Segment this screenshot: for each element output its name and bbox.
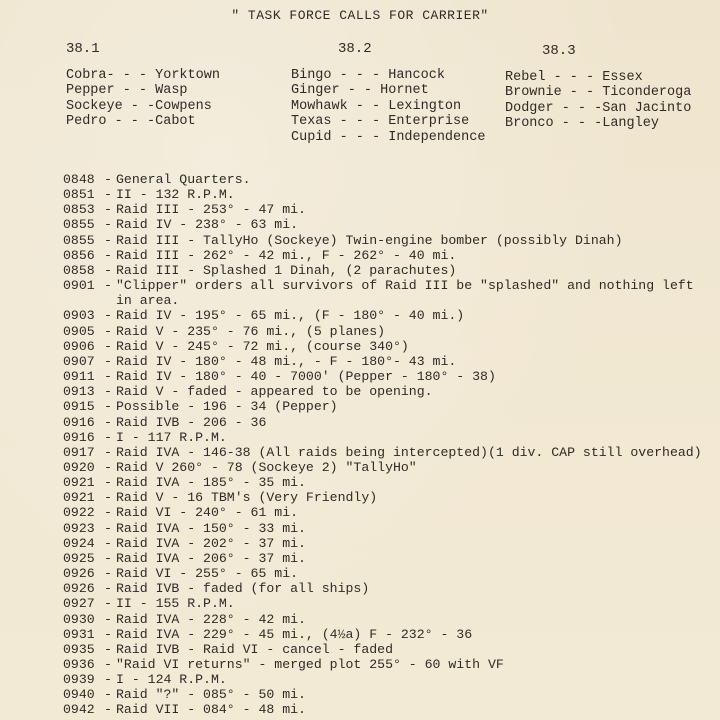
log-time: 0940: [63, 687, 95, 703]
log-entry: [63, 369, 713, 384]
log-dash: -: [104, 702, 112, 718]
log-time: 0927: [63, 596, 95, 612]
log-entry: [63, 521, 713, 536]
log-dash: -: [104, 672, 112, 688]
log-time: 0848: [63, 172, 95, 187]
log-entry: [63, 324, 713, 339]
log-dash: -: [104, 535, 112, 551]
log-text: "Raid VI returns" - merged plot 255° - 60 with VF: [116, 657, 504, 672]
log-time: 0907: [63, 353, 95, 369]
log-entry: [63, 702, 713, 717]
log-dash: -: [104, 611, 112, 627]
log-text: Raid VII - 084° - 48 mi.: [116, 702, 306, 718]
log-text: Raid III - Splashed 1 Dinah, (2 parachutes): [116, 262, 457, 278]
log-entry: [63, 248, 713, 263]
log-text: Raid V - faded - appeared to be opening.: [116, 384, 433, 400]
group-heading: 38.2: [338, 41, 372, 57]
log-dash: -: [104, 687, 112, 703]
group-heading: 38.3: [542, 43, 576, 59]
log-entry: [63, 581, 713, 596]
log-dash: -: [104, 353, 112, 369]
log-text: Raid VI - 255° - 65 mi.: [116, 566, 299, 582]
log-dash: -: [104, 641, 112, 657]
page-title: " TASK FORCE CALLS FOR CARRIER": [231, 8, 489, 23]
call-pair: Pepper - - Wasp: [66, 83, 188, 98]
log-entry: [63, 354, 713, 369]
log-text: Raid IVB - 206 - 36: [116, 414, 267, 430]
log-time: 0942: [63, 702, 95, 718]
log-entry: [63, 642, 713, 657]
log-text: Raid IVA - 206° - 37 mi.: [116, 550, 306, 566]
log-text: Raid IVA - 150° - 33 mi.: [116, 520, 306, 536]
group-heading: 38.1: [66, 41, 100, 57]
log-entry: [63, 430, 713, 445]
log-dash: -: [104, 520, 112, 536]
log-time: 0916: [63, 429, 95, 445]
log-text: Raid IV - 180° - 48 mi., - F - 180°- 43 mi.: [116, 353, 457, 369]
log-entry: [63, 172, 713, 187]
log-dash: -: [104, 338, 112, 354]
log-time: 0920: [63, 459, 95, 475]
call-pair: Bronco - - -Langley: [505, 116, 659, 131]
log-time: 0913: [63, 384, 95, 400]
log-dash: -: [104, 475, 112, 491]
log-entry: [63, 217, 713, 232]
log-text: Raid V - 16 TBM's (Very Friendly): [116, 490, 378, 506]
log-text: Raid IVA - 229° - 45 mi., (4½a) F - 232° - 36: [116, 626, 473, 642]
log-entry: [63, 263, 713, 278]
log-time: 0906: [63, 338, 95, 354]
call-pair: Dodger - - -San Jacinto: [505, 100, 692, 116]
log-text: Possible - 196 - 34 (Pepper): [116, 399, 338, 415]
log-time: 0856: [63, 247, 95, 263]
log-text: Raid IVA - 228° - 42 mi.: [116, 611, 306, 627]
log-dash: -: [104, 262, 112, 278]
call-pair: Bingo - - - Hancock: [291, 67, 445, 83]
log-time: 0901: [63, 278, 95, 294]
log-dash: -: [104, 566, 112, 582]
log-text: Raid V 260° - 78 (Sockeye 2) "TallyHo": [116, 459, 417, 475]
log-text: General Quarters.: [116, 172, 251, 187]
log-time: 0926: [63, 566, 95, 582]
log-text: Raid VI - 240° - 61 mi.: [116, 505, 299, 521]
log-text: Raid IVB - faded (for all ships): [116, 581, 370, 597]
log-entry: [63, 233, 713, 248]
log-time: 0926: [63, 581, 95, 597]
log-entry: [63, 536, 713, 551]
task-group-38-1: [66, 42, 220, 130]
log-dash: -: [104, 202, 112, 218]
log-entry: [63, 505, 713, 520]
log-text: Raid III - 262° - 42 mi., F - 262° - 40 mi.: [116, 247, 457, 263]
log-time: 0855: [63, 217, 95, 233]
log-dash: -: [104, 247, 112, 263]
log-time: 0931: [63, 626, 95, 642]
log-text: "Clipper" orders all survivors of Raid III be "splashed" and nothing left in area.: [116, 278, 694, 309]
log-text: I - 117 R.P.M.: [116, 429, 227, 445]
log-time: 0922: [63, 505, 95, 521]
log-text: Raid IV - 180° - 40 - 7000' (Pepper - 180° - 38): [116, 369, 496, 385]
log-dash: -: [104, 414, 112, 430]
log-dash: -: [104, 657, 112, 672]
log-text: Raid IVA - 202° - 37 mi.: [116, 535, 306, 551]
call-pair: Texas - - - Enterprise: [291, 114, 470, 129]
call-pair: Rebel - - - Essex: [505, 69, 643, 85]
task-group-38-3: [505, 44, 691, 132]
log-dash: -: [104, 505, 112, 521]
log-time: 0911: [63, 369, 95, 385]
log-time: 0921: [63, 475, 95, 491]
log-dash: -: [104, 278, 112, 294]
log-dash: -: [104, 399, 112, 415]
log-entry: [63, 566, 713, 581]
log-dash: -: [104, 444, 112, 460]
log-entry: [63, 672, 713, 687]
log-text: Raid V - 245° - 72 mi., (course 340°): [116, 338, 409, 354]
log-text: Raid V - 235° - 76 mi., (5 planes): [116, 323, 386, 339]
log-time: 0930: [63, 611, 95, 627]
log-dash: -: [104, 626, 112, 642]
log-entry: [63, 687, 713, 702]
log-text: II - 155 R.P.M.: [116, 596, 235, 612]
log-entry: [63, 490, 713, 505]
call-pair: Sockeye - -Cowpens: [66, 98, 212, 114]
log-dash: -: [104, 490, 112, 506]
log-dash: -: [104, 459, 112, 475]
log-text: Raid "?" - 085° - 50 mi.: [116, 687, 306, 703]
log-time: 0917: [63, 444, 95, 460]
log-entry: [63, 339, 713, 354]
log-dash: -: [104, 369, 112, 385]
log-time: 0855: [63, 232, 95, 248]
log-entry: [63, 460, 713, 475]
log-text: Raid III - TallyHo (Sockeye) Twin-engine bomber (possibly Dinah): [116, 232, 623, 248]
log-dash: -: [104, 323, 112, 339]
log-time: 0936: [63, 657, 95, 672]
log-dash: -: [104, 232, 112, 248]
log-dash: -: [104, 429, 112, 445]
log-text: I - 124 R.P.M.: [116, 672, 227, 688]
log-entry: [63, 399, 713, 414]
log-text: Raid IVB - Raid VI - cancel - faded: [116, 641, 393, 657]
event-log: [63, 172, 713, 718]
log-entry: [63, 278, 713, 308]
log-text: Raid IVA - 146-38 (All raids being intercepted)(1 div. CAP still overhead): [116, 444, 702, 460]
log-text: Raid III - 253° - 47 mi.: [116, 202, 306, 218]
log-time: 0925: [63, 550, 95, 566]
call-pair: Ginger - - Hornet: [291, 83, 429, 98]
log-entry: [63, 596, 713, 611]
log-entry: [63, 475, 713, 490]
log-entry: [63, 445, 713, 460]
log-dash: -: [104, 384, 112, 400]
log-entry: [63, 551, 713, 566]
log-time: 0853: [63, 202, 95, 218]
log-entry: [63, 627, 713, 642]
call-pair: Cupid - - - Independence: [291, 129, 486, 145]
call-pair: Brownie - - Ticonderoga: [505, 85, 692, 100]
log-dash: -: [104, 217, 112, 233]
log-entry: [63, 415, 713, 430]
log-entry: [63, 384, 713, 399]
log-time: 0935: [63, 641, 95, 657]
log-text: Raid IV - 238° - 63 mi.: [116, 217, 299, 233]
log-time: 0939: [63, 672, 95, 688]
log-dash: -: [104, 550, 112, 566]
call-pair: Cobra- - - Yorktown: [66, 67, 220, 83]
log-dash: -: [104, 308, 112, 324]
log-time: 0915: [63, 399, 95, 415]
log-time: 0916: [63, 414, 95, 430]
log-time: 0858: [63, 262, 95, 278]
log-time: 0921: [63, 490, 95, 506]
log-time: 0903: [63, 308, 95, 324]
log-text: II - 132 R.P.M.: [116, 187, 235, 203]
log-time: 0923: [63, 520, 95, 536]
log-dash: -: [104, 596, 112, 612]
log-text: Raid IVA - 185° - 35 mi.: [116, 475, 306, 491]
log-entry: [63, 202, 713, 217]
task-group-38-2: [291, 42, 485, 145]
log-entry: [63, 657, 713, 672]
log-entry: [63, 612, 713, 627]
log-dash: -: [104, 187, 112, 203]
call-pair: Pedro - - -Cabot: [66, 114, 196, 129]
log-entry: [63, 187, 713, 202]
log-time: 0905: [63, 323, 95, 339]
log-dash: -: [104, 581, 112, 597]
log-dash: -: [104, 172, 112, 187]
log-time: 0851: [63, 187, 95, 203]
log-time: 0924: [63, 535, 95, 551]
call-pair: Mowhawk - - Lexington: [291, 98, 462, 114]
log-entry: [63, 308, 713, 323]
log-text: Raid IV - 195° - 65 mi., (F - 180° - 40 mi.): [116, 308, 465, 324]
